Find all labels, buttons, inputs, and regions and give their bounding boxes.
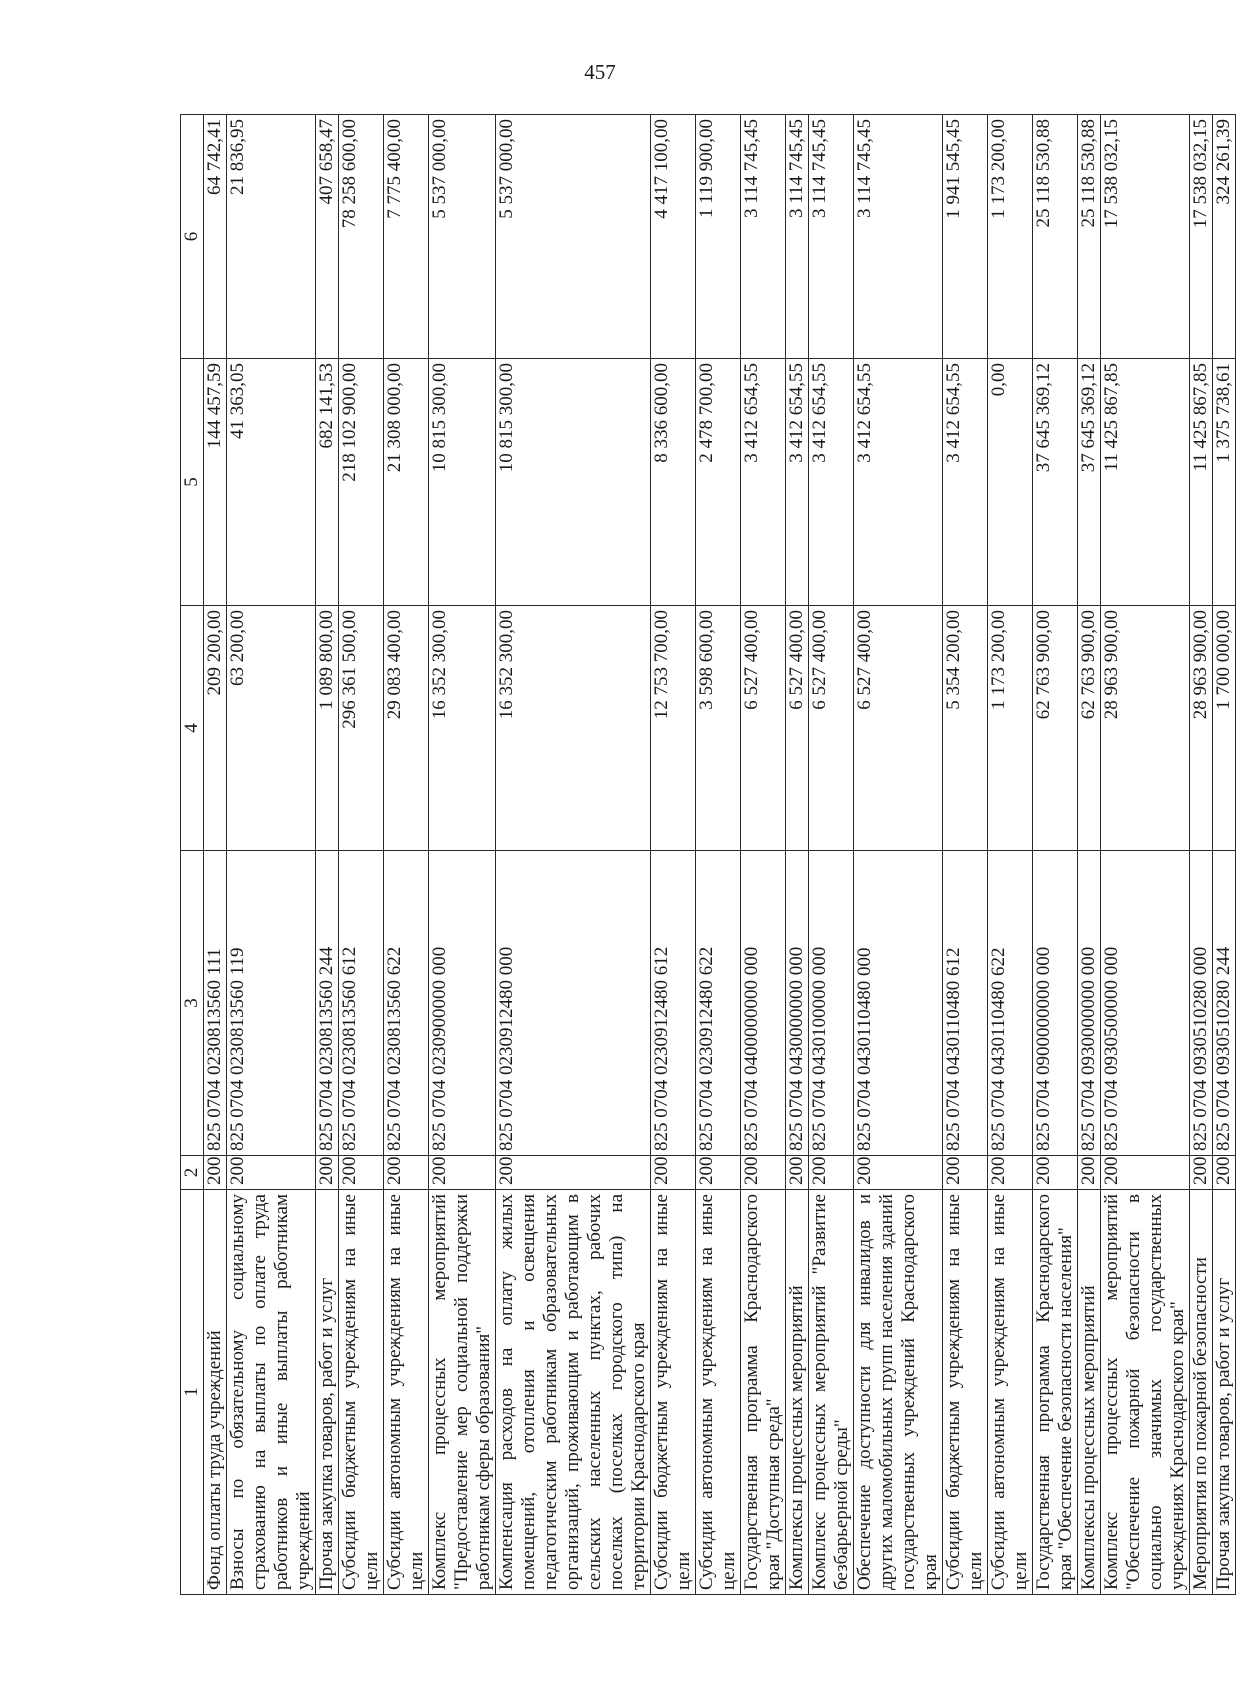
- table-row: [384, 115, 429, 1595]
- row-value-4: 6 527 400,00: [854, 606, 943, 851]
- row-value-6: 324 261,39: [1213, 115, 1236, 359]
- row-code: 825 0704 0230813560 111: [204, 851, 227, 1156]
- row-code: 825 0704 0930000000 000: [1078, 851, 1101, 1156]
- header-cell-1: 1: [181, 1190, 204, 1595]
- row-name: Фонд оплаты труда учреждений: [204, 1190, 227, 1595]
- row-value-4: 62 763 900,00: [1033, 606, 1078, 851]
- row-value-6: 1 173 200,00: [988, 115, 1033, 359]
- row-name: Комплексы процессных мероприятий: [786, 1190, 809, 1595]
- row-value-5: 3 412 654,55: [854, 359, 943, 606]
- row-value-6: 5 537 000,00: [429, 115, 496, 359]
- header-cell-6: 6: [181, 115, 204, 359]
- row-value-6: 3 114 745,45: [854, 115, 943, 359]
- row-value-4: 3 598 600,00: [696, 606, 741, 851]
- row-col2: 200: [339, 1156, 384, 1190]
- row-col2: 200: [1213, 1156, 1236, 1190]
- row-value-6: 1 119 900,00: [696, 115, 741, 359]
- row-value-4: 1 089 800,00: [316, 606, 339, 851]
- table-row: [696, 115, 741, 1595]
- header-cell-2: 2: [181, 1156, 204, 1190]
- row-name: Субсидии бюджетным учреждениям на иные цели: [339, 1190, 384, 1595]
- row-code: 825 0704 0230912480 612: [651, 851, 696, 1156]
- row-code: 825 0704 0230912480 000: [496, 851, 651, 1156]
- row-value-6: 3 114 745,45: [809, 115, 854, 359]
- row-value-6: 1 941 545,45: [943, 115, 988, 359]
- row-name: Комплекс процессных мероприятий "Обеспечение пожарной безопасности в социально значимых государственных учреждениях Краснодарского края": [1101, 1190, 1190, 1595]
- row-value-6: 17 538 032,15: [1101, 115, 1190, 359]
- row-name: Государственная программа Краснодарского края "Обеспечение безопасности населения": [1033, 1190, 1078, 1595]
- row-value-4: 209 200,00: [204, 606, 227, 851]
- table-row: [809, 115, 854, 1595]
- row-value-5: 8 336 600,00: [651, 359, 696, 606]
- row-code: 825 0704 0400000000 000: [741, 851, 786, 1156]
- row-value-4: 16 352 300,00: [496, 606, 651, 851]
- row-value-5: 682 141,53: [316, 359, 339, 606]
- row-name: Субсидии автономным учреждениям на иные цели: [384, 1190, 429, 1595]
- page-number: 457: [584, 60, 616, 84]
- table-row: [1213, 115, 1236, 1595]
- row-value-6: 64 742,41: [204, 115, 227, 359]
- row-col2: 200: [429, 1156, 496, 1190]
- rotated-table-container: [180, 115, 1234, 1595]
- row-name: Мероприятия по пожарной безопасности: [1190, 1190, 1213, 1595]
- table-row: [204, 115, 227, 1595]
- row-col2: 200: [741, 1156, 786, 1190]
- row-col2: 200: [316, 1156, 339, 1190]
- header-cell-4: 4: [181, 606, 204, 851]
- row-name: Комплексы процессных мероприятий: [1078, 1190, 1101, 1595]
- row-name: Обеспечение доступности для инвалидов и других маломобильных групп населения зданий государственных учреждений Краснодарского края: [854, 1190, 943, 1595]
- row-value-5: 3 412 654,55: [741, 359, 786, 606]
- table-row: [988, 115, 1033, 1595]
- table-row: [496, 115, 651, 1595]
- row-value-6: 25 118 530,88: [1033, 115, 1078, 359]
- row-code: 825 0704 0430000000 000: [786, 851, 809, 1156]
- row-name: Комплекс процессных мероприятий "Развитие безбарьерной среды": [809, 1190, 854, 1595]
- row-name: Субсидии бюджетным учреждениям на иные цели: [651, 1190, 696, 1595]
- row-code: 825 0704 0430110480 612: [943, 851, 988, 1156]
- table-row: [1190, 115, 1213, 1595]
- row-col2: 200: [227, 1156, 316, 1190]
- row-value-5: 144 457,59: [204, 359, 227, 606]
- row-code: 825 0704 0230813560 612: [339, 851, 384, 1156]
- row-value-5: 2 478 700,00: [696, 359, 741, 606]
- row-name: Взносы по обязательному социальному страхованию на выплаты по оплате труда работников и иные выплаты работникам учреждений: [227, 1190, 316, 1595]
- table-row: [854, 115, 943, 1595]
- table-row: [786, 115, 809, 1595]
- row-value-4: 1 700 000,00: [1213, 606, 1236, 851]
- row-name: Субсидии автономным учреждениям на иные цели: [696, 1190, 741, 1595]
- table-row: [316, 115, 339, 1595]
- row-code: 825 0704 0930500000 000: [1101, 851, 1190, 1156]
- row-value-4: 63 200,00: [227, 606, 316, 851]
- table-body: [204, 115, 1236, 1595]
- row-code: 825 0704 0430110480 000: [854, 851, 943, 1156]
- row-value-5: 11 425 867,85: [1101, 359, 1190, 606]
- row-value-6: 407 658,47: [316, 115, 339, 359]
- table-row: [1101, 115, 1190, 1595]
- row-name: Государственная программа Краснодарского края "Доступная среда": [741, 1190, 786, 1595]
- row-name: Субсидии бюджетным учреждениям на иные цели: [943, 1190, 988, 1595]
- row-value-4: 62 763 900,00: [1078, 606, 1101, 851]
- table-row: [1078, 115, 1101, 1595]
- row-col2: 200: [496, 1156, 651, 1190]
- row-value-6: 3 114 745,45: [741, 115, 786, 359]
- row-code: 825 0704 0900000000 000: [1033, 851, 1078, 1156]
- row-value-5: 10 815 300,00: [429, 359, 496, 606]
- row-value-5: 3 412 654,55: [809, 359, 854, 606]
- row-name: Компенсация расходов на оплату жилых помещений, отопления и освещения педагогическим работникам образовательных организаций, проживающим и работающим в сельских населенных пунктах, рабочих поселках (поселках городского типа) на территории Краснодарского края: [496, 1190, 651, 1595]
- row-code: 825 0704 0230912480 622: [696, 851, 741, 1156]
- table-row: [1033, 115, 1078, 1595]
- row-value-4: 5 354 200,00: [943, 606, 988, 851]
- row-value-6: 7 775 400,00: [384, 115, 429, 359]
- row-value-5: 37 645 369,12: [1078, 359, 1101, 606]
- row-code: 825 0704 0230813560 119: [227, 851, 316, 1156]
- row-value-6: 78 258 600,00: [339, 115, 384, 359]
- row-code: 825 0704 0430110480 622: [988, 851, 1033, 1156]
- row-col2: 200: [786, 1156, 809, 1190]
- row-name: Комплекс процессных мероприятий "Предоставление мер социальной поддержки работникам сферы образования": [429, 1190, 496, 1595]
- row-value-4: 28 963 900,00: [1101, 606, 1190, 851]
- table-row: [227, 115, 316, 1595]
- row-value-4: 6 527 400,00: [741, 606, 786, 851]
- row-col2: 200: [809, 1156, 854, 1190]
- table-row: [651, 115, 696, 1595]
- row-value-4: 296 361 500,00: [339, 606, 384, 851]
- table-row: [943, 115, 988, 1595]
- row-value-6: 4 417 100,00: [651, 115, 696, 359]
- row-value-5: 218 102 900,00: [339, 359, 384, 606]
- row-name: Прочая закупка товаров, работ и услуг: [1213, 1190, 1236, 1595]
- row-value-5: 3 412 654,55: [786, 359, 809, 606]
- header-cell-5: 5: [181, 359, 204, 606]
- row-value-5: 3 412 654,55: [943, 359, 988, 606]
- row-code: 825 0704 0430100000 000: [809, 851, 854, 1156]
- row-value-6: 3 114 745,45: [786, 115, 809, 359]
- budget-table: [180, 114, 1236, 1595]
- row-col2: 200: [943, 1156, 988, 1190]
- row-value-5: 1 375 738,61: [1213, 359, 1236, 606]
- row-value-4: 1 173 200,00: [988, 606, 1033, 851]
- table-row: [429, 115, 496, 1595]
- row-col2: 200: [384, 1156, 429, 1190]
- row-col2: 200: [854, 1156, 943, 1190]
- row-col2: 200: [1101, 1156, 1190, 1190]
- row-code: 825 0704 0230813560 622: [384, 851, 429, 1156]
- row-value-5: 0,00: [988, 359, 1033, 606]
- row-value-5: 21 308 000,00: [384, 359, 429, 606]
- row-value-5: 10 815 300,00: [496, 359, 651, 606]
- row-value-4: 12 753 700,00: [651, 606, 696, 851]
- row-value-4: 28 963 900,00: [1190, 606, 1213, 851]
- row-code: 825 0704 0930510280 244: [1213, 851, 1236, 1156]
- row-code: 825 0704 0930510280 000: [1190, 851, 1213, 1156]
- row-value-6: 5 537 000,00: [496, 115, 651, 359]
- row-col2: 200: [1078, 1156, 1101, 1190]
- row-value-5: 11 425 867,85: [1190, 359, 1213, 606]
- row-value-5: 41 363,05: [227, 359, 316, 606]
- header-row: [181, 115, 204, 1595]
- header-cell-3: 3: [181, 851, 204, 1156]
- row-name: Субсидии автономным учреждениям на иные цели: [988, 1190, 1033, 1595]
- row-value-6: 17 538 032,15: [1190, 115, 1213, 359]
- row-code: 825 0704 0230813560 244: [316, 851, 339, 1156]
- row-code: 825 0704 0230900000 000: [429, 851, 496, 1156]
- row-value-5: 37 645 369,12: [1033, 359, 1078, 606]
- table-row: [339, 115, 384, 1595]
- row-col2: 200: [1033, 1156, 1078, 1190]
- table-row: [741, 115, 786, 1595]
- row-value-6: 21 836,95: [227, 115, 316, 359]
- row-value-4: 29 083 400,00: [384, 606, 429, 851]
- row-value-6: 25 118 530,88: [1078, 115, 1101, 359]
- row-col2: 200: [651, 1156, 696, 1190]
- row-value-4: 16 352 300,00: [429, 606, 496, 851]
- row-col2: 200: [696, 1156, 741, 1190]
- row-value-4: 6 527 400,00: [786, 606, 809, 851]
- row-value-4: 6 527 400,00: [809, 606, 854, 851]
- row-name: Прочая закупка товаров, работ и услуг: [316, 1190, 339, 1595]
- row-col2: 200: [204, 1156, 227, 1190]
- row-col2: 200: [988, 1156, 1033, 1190]
- row-col2: 200: [1190, 1156, 1213, 1190]
